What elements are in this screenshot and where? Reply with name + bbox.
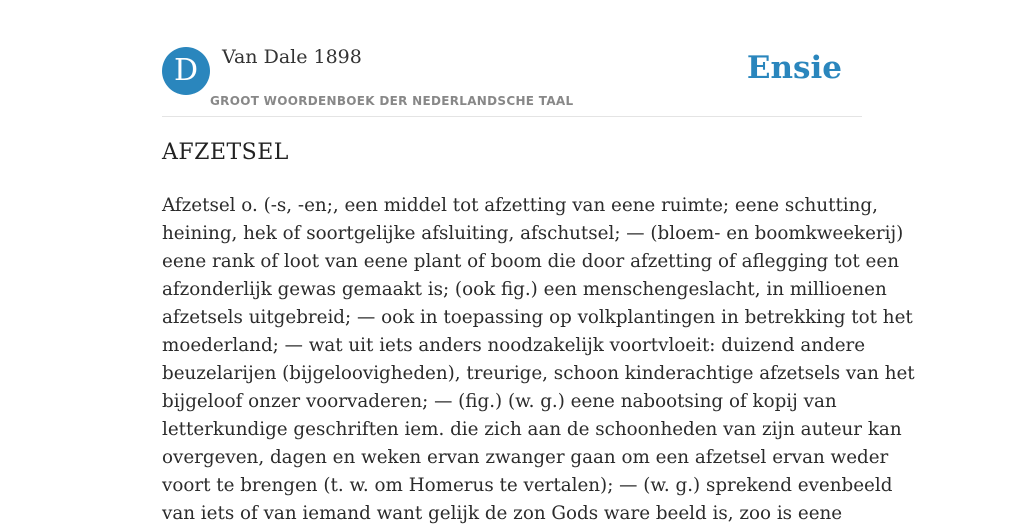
definition-line: heining, hek of soortgelijke afsluiting, afschutsel; — (bloem- en boomkweekerij) — [162, 223, 904, 244]
definition-line: bijgeloof onzer voorvaderen; — (fig.) (w. g.) eene nabootsing of kopij van — [162, 391, 837, 412]
definition-line: voort te brengen (t. w. om Homerus te vertalen); — (w. g.) sprekend evenbeeld — [162, 475, 893, 496]
dictionary-name-link[interactable]: Van Dale 1898 — [222, 46, 362, 68]
dictionary-avatar[interactable]: D — [162, 47, 210, 95]
ensie-logo[interactable]: Ensie — [746, 50, 842, 86]
dictionary-subtitle: GROOT WOORDENBOEK DER NEDERLANDSCHE TAAL — [210, 94, 574, 108]
definition-line: eene rank of loot van eene plant of boom die door afzetting of aflegging tot een — [162, 251, 899, 272]
definition-line: overgeven, dagen en weken ervan zwanger gaan om een afzetsel ervan weder — [162, 447, 889, 468]
dictionary-header — [162, 44, 862, 117]
definition-line: van iets of van iemand want gelijk de zon Gods ware beeld is, zoo is eene — [162, 503, 843, 524]
entry-headword: AFZETSEL — [162, 140, 289, 165]
definition-line: Afzetsel o. (-s, -en;, een middel tot afzetting van eene ruimte; eene schutting, — [162, 195, 878, 216]
entry-definition — [162, 192, 915, 528]
definition-line: letterkundige geschriften iem. die zich aan de schoonheden van zijn auteur kan — [162, 419, 902, 440]
definition-line: afzonderlijk gewas gemaakt is; (ook fig.) een menschengeslacht, in millioenen — [162, 279, 887, 300]
definition-line: afzetsels uitgebreid; — ook in toepassing op volkplantingen in betrekking tot het — [162, 307, 913, 328]
definition-line: beuzelarijen (bijgeloovigheden), treurige, schoon kinderachtige afzetsels van het — [162, 363, 915, 384]
definition-line: moederland; — wat uit iets anders noodzakelijk voortvloeit: duizend andere — [162, 335, 866, 356]
